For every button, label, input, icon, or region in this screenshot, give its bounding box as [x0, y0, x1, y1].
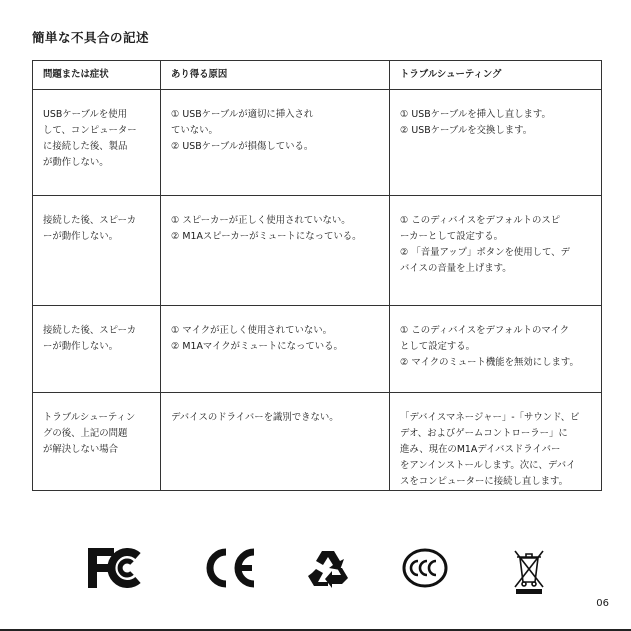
- problem-cell: [33, 196, 161, 306]
- solution-line: 「デバイスマネージャー」-「サウンド、ビ: [400, 412, 580, 423]
- cause-cell: [161, 306, 390, 393]
- solution-cell: [390, 306, 602, 393]
- table-header-row: [33, 61, 602, 90]
- cause-line: ② USBケーブルが損傷している。: [171, 141, 314, 152]
- problem-line: ーが動作しない。: [43, 231, 119, 242]
- problem-line: して、コンピューター: [43, 125, 137, 136]
- cause-cell: [161, 90, 390, 196]
- problem-cell: [33, 90, 161, 196]
- weee-crossed-bin-icon: [512, 548, 546, 594]
- cause-line: ていない。: [171, 125, 218, 136]
- problem-line: 接続した後、スピーカ: [43, 325, 137, 336]
- page-title: 簡単な不具合の記述: [32, 30, 150, 45]
- ccc-mark-icon: [402, 548, 448, 588]
- column-header-solution: トラブルシューティング: [390, 61, 602, 90]
- solution-line: ② マイクのミュート機能を無効にします。: [400, 357, 579, 368]
- solution-line: ② 「音量アップ」ボタンを使用して、デ: [400, 247, 570, 258]
- solution-line: ① このディバイスをデフォルトのスピ: [400, 215, 561, 226]
- recycle-icon: [306, 548, 350, 590]
- problem-line: USBケーブルを使用: [43, 109, 128, 120]
- problem-line: 接続した後、スピーカ: [43, 215, 137, 226]
- column-header-cause: あり得る原因: [161, 61, 390, 90]
- troubleshooting-table: [32, 60, 602, 491]
- cause-line: デバイスのドライバーを識別できない。: [171, 412, 339, 423]
- cause-line: ① マイクが正しく使用されていない。: [171, 325, 333, 336]
- fcc-logo-icon: [88, 548, 144, 588]
- problem-line: グの後、上記の問題: [43, 428, 128, 439]
- problem-line: に接続した後、製品: [43, 141, 128, 152]
- solution-cell: [390, 196, 602, 306]
- problem-line: が動作しない。: [43, 157, 109, 168]
- cause-line: ② M1Aマイクがミュートになっている。: [171, 341, 343, 352]
- cause-cell: [161, 393, 390, 491]
- problem-line: が解決しない場合: [43, 444, 119, 455]
- table-row: [33, 306, 602, 393]
- solution-line: スをコンピューターに接続し直します。: [400, 476, 569, 487]
- cause-line: ② M1Aスピーカーがミュートになっている。: [171, 231, 362, 242]
- page-number: 06: [596, 598, 609, 609]
- table-row: [33, 393, 602, 491]
- column-header-problem: 問題または症状: [33, 61, 161, 90]
- solution-line: ーカーとして設定する。: [400, 231, 503, 242]
- solution-line: ② USBケーブルを交換します。: [400, 125, 533, 136]
- solution-line: として設定する。: [400, 341, 476, 352]
- cause-line: ① スピーカーが正しく使用されていない。: [171, 215, 351, 226]
- problem-cell: [33, 306, 161, 393]
- solution-line: ① USBケーブルを挿入し直します。: [400, 109, 551, 120]
- cause-cell: [161, 196, 390, 306]
- problem-line: トラブルシューティン: [43, 412, 136, 423]
- table-row: [33, 90, 602, 196]
- solution-cell: [390, 90, 602, 196]
- solution-line: ① このディバイスをデフォルトのマイク: [400, 325, 570, 336]
- cause-line: ① USBケーブルが適切に挿入され: [171, 109, 314, 120]
- problem-cell: [33, 393, 161, 491]
- solution-cell: [390, 393, 602, 491]
- solution-line: をアンインストールします。次に、デバイ: [400, 460, 576, 471]
- ce-mark-icon: [202, 548, 258, 588]
- solution-line: 進み、現在のM1Aデイバスドライバー: [400, 444, 561, 455]
- solution-line: デオ、およびゲームコントローラー」に: [400, 428, 568, 439]
- problem-line: ーが動作しない。: [43, 341, 119, 352]
- table-row: [33, 196, 602, 306]
- solution-line: バイスの音量を上げます。: [400, 263, 512, 274]
- certification-marks: [80, 548, 560, 598]
